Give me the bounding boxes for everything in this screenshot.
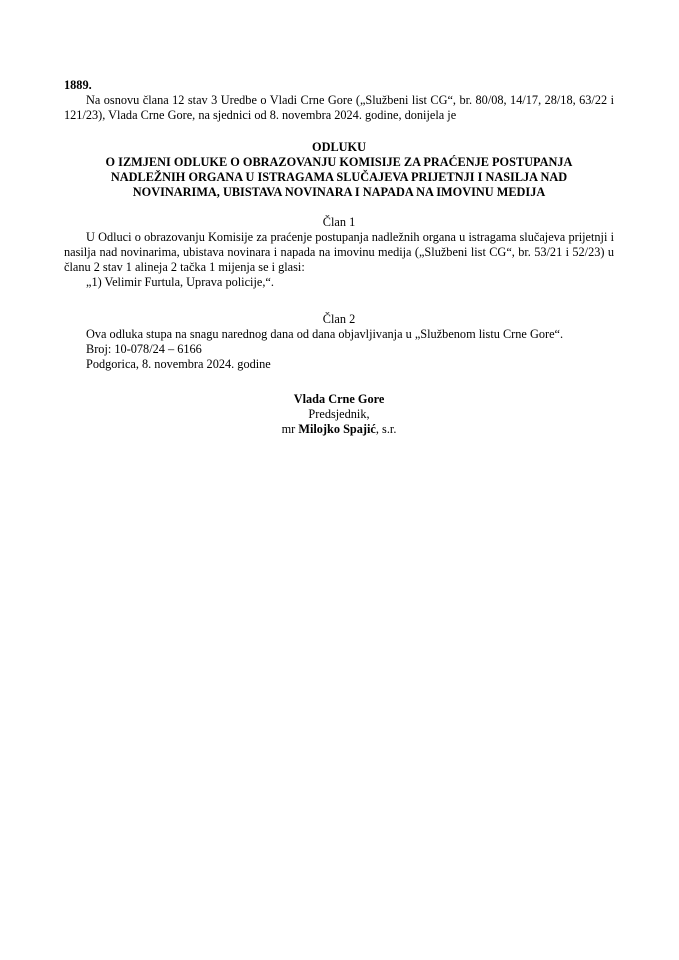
article-1-text: U Odluci o obrazovanju Komisije za praćenje postupanja nadležnih organa u istragama slučajeva prijetnji i nasilja nad novinarima, ubistava novinara i napada na imovinu medija („Službeni list CG“, br. 53/21 i 52/23) u članu 2 stav 1 alineja 2 tačka 1 mijenja se i glasi: xyxy=(64,230,614,274)
article-1-heading: Član 1 xyxy=(322,215,356,229)
title-line-4: NOVINARIMA, UBISTAVA NOVINARA I NAPADA NA IMOVINU MEDIJA xyxy=(132,185,546,199)
title-line-3: NADLEŽNIH ORGANA U ISTRAGAMA SLUČAJEVA PRIJETNJI I NASILJA NAD xyxy=(110,170,568,184)
title-line-2: O IZMJENI ODLUKE O OBRAZOVANJU KOMISIJE ZA PRAĆENJE POSTUPANJA xyxy=(105,155,573,169)
signature-suffix: , s.r. xyxy=(375,422,397,436)
document-page xyxy=(64,78,614,437)
signature-role: Predsjednik, xyxy=(308,407,370,421)
place-date: Podgorica, 8. novembra 2024. godine xyxy=(86,357,271,371)
article-2-text: Ova odluka stupa na snagu narednog dana od dana objavljivanja u „Službenom listu Crne Gore“. xyxy=(86,327,564,341)
title-line-1: ODLUKU xyxy=(312,140,366,154)
preamble-paragraph: Na osnovu člana 12 stav 3 Uredbe o Vladi Crne Gore („Službeni list CG“, br. 80/08, 14/17, 28/18, 63/22 i 121/23), Vlada Crne Gore, na sjednici od 8. novembra 2024. godine, donijela je xyxy=(64,93,614,122)
signature-organization: Vlada Crne Gore xyxy=(293,392,385,406)
reference-number: Broj: 10-078/24 – 6166 xyxy=(86,342,202,356)
article-1-quote: „1) Velimir Furtula, Uprava policije,“. xyxy=(86,275,274,289)
article-2-heading: Član 2 xyxy=(322,312,356,326)
signature-prefix: mr xyxy=(281,422,299,436)
document-number: 1889. xyxy=(64,78,92,92)
signature-signatory xyxy=(64,422,614,437)
signature-block xyxy=(64,392,614,437)
signature-name: Milojko Spajić xyxy=(298,422,376,436)
decision-title xyxy=(64,140,614,200)
